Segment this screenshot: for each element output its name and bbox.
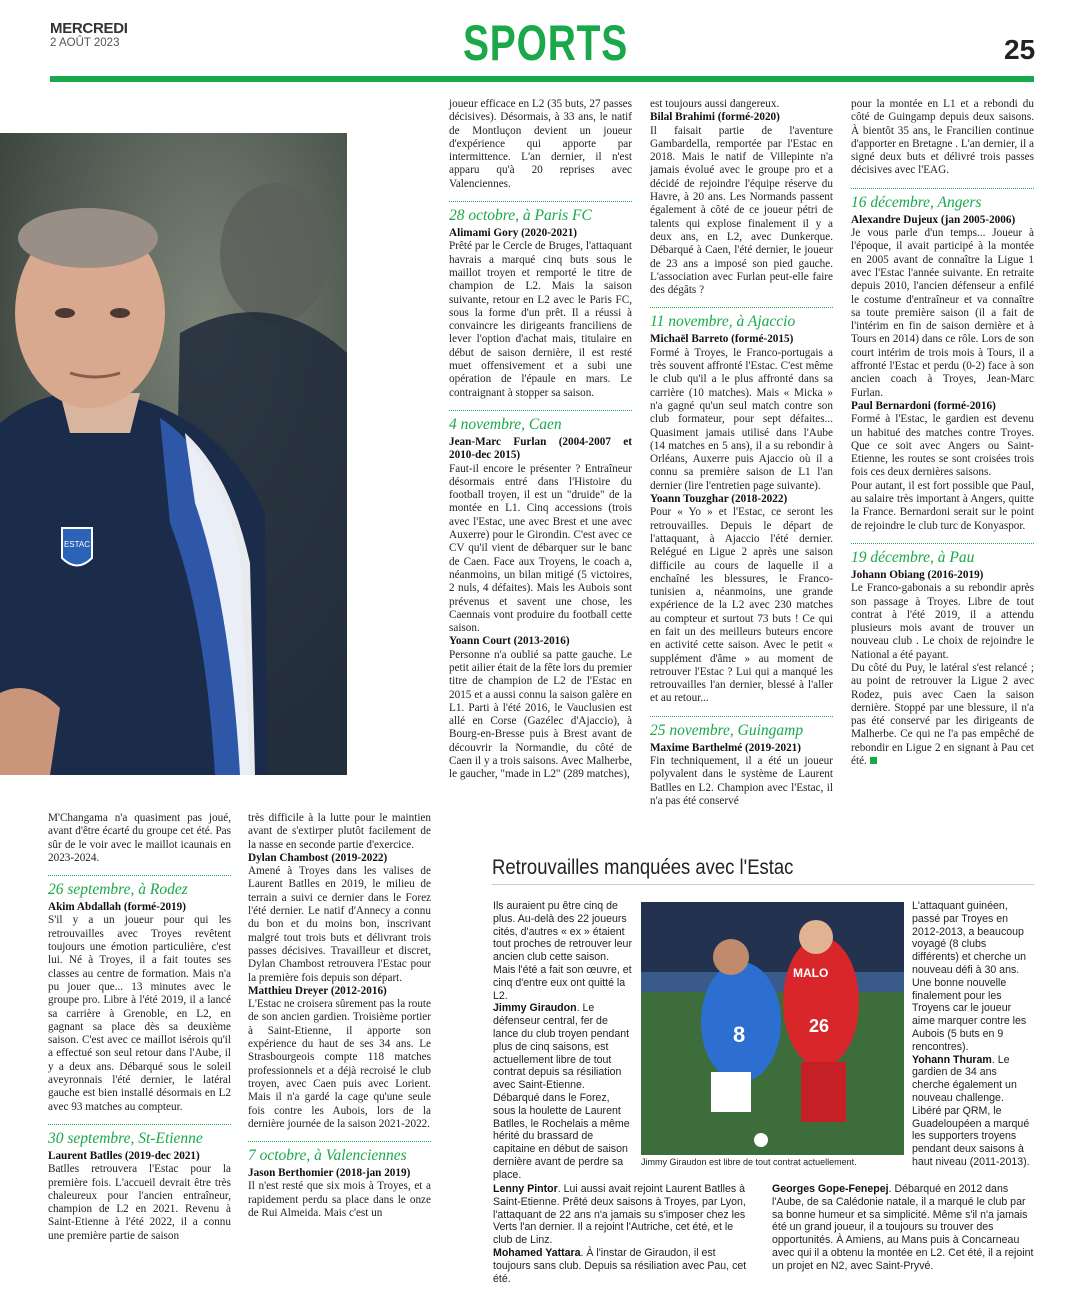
section-title: SPORTS bbox=[463, 15, 629, 71]
player-name: Laurent Batlles (2019-dec 2021) bbox=[48, 1149, 200, 1162]
end-mark-icon bbox=[870, 757, 877, 764]
player-name: Lenny Pintor bbox=[493, 1183, 558, 1195]
paragraph bbox=[493, 1247, 755, 1285]
paragraph bbox=[493, 1183, 755, 1247]
paragraph-text: . Lui aussi avait rejoint Laurent Batlles à Saint-Etienne. Prêté deux saisons à Troyes, par Lyon, l'attaquant de 22 ans n'a jamais su s'imposer chez les Verts l'an dernier. Il a rejoint l'Autriche, cet été, et le club de Linz. bbox=[493, 1183, 746, 1247]
player-name: Akim Abdallah (formé-2019) bbox=[48, 901, 186, 914]
box-col-bottom-left bbox=[493, 1183, 755, 1285]
player-name: Jimmy Giraudon bbox=[493, 1002, 577, 1015]
paragraph bbox=[493, 1002, 633, 1181]
player-name: Georges Gope-Fenepej bbox=[772, 1183, 889, 1195]
paragraph: joueur efficace en L2 (35 buts, 27 passes décisives). Désormais, à 33 ans, le natif de Montluçon devient un joueur d'expérience qui apporte par intermittence. L'an dernier, il n'est apparu qu'à 20 reprises avec Valenciennes. bbox=[449, 98, 632, 190]
header-date: 2 AOÛT 2023 bbox=[50, 37, 120, 49]
player-name: Yoann Court (2013-2016) bbox=[449, 635, 570, 648]
article-col-b bbox=[248, 812, 431, 1220]
match-heading: 30 septembre, St-Etienne bbox=[48, 1124, 231, 1148]
paragraph: L'Estac ne croisera sûrement pas la route de son ancien gardien. Troisième portier à Saint-Etienne, il apporte son expérience du haut de ses 34 ans. Le Strasbourgeois compte 118 matches professionnels et a déjà recroisé le club troyen, avec Caen puis avec Lorient. Mais il n'a gardé la cage qu'une seule fois contre les Aubois, lors de la dernière journée de la saison 2021-2022. bbox=[248, 998, 431, 1130]
match-heading: 4 novembre, Caen bbox=[449, 410, 632, 434]
paragraph-text: . À l'instar de Giraudon, il est toujours sans club. Depuis sa résiliation avec Pau, cet été. bbox=[493, 1246, 747, 1285]
player-name: Paul Bernardoni (formé-2016) bbox=[851, 399, 996, 412]
player-name: Maxime Barthelmé (2019-2021) bbox=[650, 741, 801, 754]
player-name: Yohann Thuram bbox=[912, 1053, 992, 1066]
paragraph-text: Du côté du Puy, le latéral s'est relancé ; au point de retrouver la Ligue 2 avec Rodez, puis avec Caen la saison dernière. Stoppé par une blessure, il n'a pas été conservé par les dirigeants de Malherbe. Ce qui ne l'a pas empêché de rebondir en Ligue 2 en signant à Pau cet été. bbox=[851, 661, 1034, 768]
paragraph: Formé à Troyes, le Franco-portugais a très souvent affronté l'Estac. C'est même le club qu'il a le plus affronté dans sa carrière (10 matches). Mais « Micka » n'a gagné qu'un seul match contre son club formateur, pour sept défaites... Quasiment jamais utilisé dans l'Aube (14 matches en 5 ans), il a su rebondir à Orléans, Auxerre puis Ajaccio où il a connu sa première saison de L1 l'an dernier (lire l'entretien page suivante). bbox=[650, 346, 833, 492]
paragraph: Amené à Troyes dans les valises de Laurent Batlles en 2019, le milieu de terrain a suivi ce dernier dans le Forez l'été dernier. Le natif d'Annecy a connu du bon et du moins bon, inscrivant malgré tout trois buts et délivrant trois passes décisives. Travailleur et discret, Dylan Chambost retrouvera l'Estac pour la première fois depuis son départ. bbox=[248, 865, 431, 984]
header-day: MERCREDI bbox=[50, 20, 128, 37]
paragraph: M'Changama n'a quasiment pas joué, avant d'être écarté du groupe cet été. Pas sûr de le voir avec le maillot icaunais en 2023-2024. bbox=[48, 812, 231, 864]
paragraph: Fin techniquement, il a été un joueur polyvalent dans le système de Laurent Batlles en L2. Champion avec l'Estac, il n'a pas été conservé bbox=[650, 755, 833, 807]
player-name: Alimami Gory (2020-2021) bbox=[449, 227, 578, 240]
match-heading: 19 décembre, à Pau bbox=[851, 543, 1034, 567]
paragraph: Faut-il encore le présenter ? Entraîneur désormais entré dans l'Histoire du football troyen, il est un "druide" de la montée en L1. Cinq accessions (trois avec l'Estac, une avec Brest et une avec Auxerre) pour le Girondin. C'est avec ce CV qu'il vient de débarquer sur le banc de Caen. Face aux Troyens, le coach a, néanmoins, un bilan mitigé (5 victoires, 2 nuls, 4 défaites). Mais les Aubois sont prévenus et savent une chose, les Caennais vont produire du football cette saison. bbox=[449, 462, 632, 635]
paragraph: Formé à l'Estac, le gardien est devenu un habitué des matches contre Troyes. Que ce soit avec Angers ou Saint-Etienne, les routes se sont croisées trois fois ces deux dernières saisons. bbox=[851, 413, 1034, 479]
paragraph: S'il y a un joueur pour qui les retrouvailles avec Troyes revêtent toujours une émotion particulière, c'est lui. Né à Troyes, il a fait toutes ses classes au centre de formation. Mais n'a pu jouer que... 13 minutes avec le groupe pro. Libre à l'été 2019, il a lancé sa carrière à Grenoble, en L2, en gagnant sa place dès sa deuxième saison. C'est avec ce maillot isérois qu'il a effectué son seul retour dans l'Aube, il y a deux ans. Débarqué sous le soleil aveyronnais l'été dernier, le latéral gauche est bien installé désormais en L2 avec 93 matches au compteur. bbox=[48, 914, 231, 1113]
player-name: Bilal Brahimi (formé-2020) bbox=[650, 111, 780, 124]
player-name: Johann Obiang (2016-2019) bbox=[851, 568, 984, 581]
player-name: Dylan Chambost (2019-2022) bbox=[248, 851, 388, 864]
jersey-number-left: 8 bbox=[733, 1022, 746, 1047]
box-col-right bbox=[912, 900, 1034, 1169]
paragraph: Pour autant, il est fort possible que Paul, au salaire très important à Angers, quitte la France. Bernardoni serait sur le point de rejoindre le club turc de Konyaspor. bbox=[851, 479, 1034, 532]
paragraph: est toujours aussi dangereux. bbox=[650, 98, 780, 110]
article-col-4 bbox=[851, 98, 1034, 768]
match-heading: 28 octobre, à Paris FC bbox=[449, 201, 632, 225]
paragraph bbox=[772, 1183, 1034, 1273]
match-heading: 26 septembre, à Rodez bbox=[48, 875, 231, 899]
paragraph: Je vous parle d'un temps... Joueur à l'époque, il avait participé à la montée en 2005 avant de connaître la Ligue 1 avec l'Estac l'année suivante. En retraite depuis 2010, l'ancien défenseur a enfilé le costume d'entraîneur et va connaître sa toute première saison (il a fait de l'intérim en fin de saison dernière et à Tours en 2014) dans ce rôle. Lors de son court intérim de trois mois à Tours, il a affronté l'Estac et perdu (0-2) face à son ancien coach à Troyes, Jean-Marc Furlan. bbox=[851, 227, 1034, 399]
player-name: Yoann Touzghar (2018-2022) bbox=[650, 493, 788, 506]
jersey-number-right: 26 bbox=[809, 1016, 830, 1036]
paragraph-text: . Débarqué en 2012 dans l'Aube, de sa Calédonie natale, il a marqué le club par sa bonne humeur et sa simplicité. Même s'il n'a jamais été un grand joueur, il a toujours su trouver des opportunités. À Amiens, au Mans puis à Concarneau avec qui il a obtenu la montée en L2. Cet été, il a rejoint un projet en N2, avec Saint-Pryvé. bbox=[772, 1183, 1034, 1272]
paragraph: Batlles retrouvera l'Estac pour la première fois. L'accueil devrait être très chaleureux pour l'ancien entraîneur, champion de L2 en 2021. Revenu à Saint-Etienne à l'été 2022, il a connu une première partie de saison bbox=[48, 1163, 231, 1242]
player-name: Mohamed Yattara bbox=[493, 1246, 581, 1259]
match-heading: 11 novembre, à Ajaccio bbox=[650, 307, 833, 331]
jersey-sponsor: MALO bbox=[793, 966, 829, 980]
paragraph: pour la montée en L1 et a rebondi du côté de Guingamp depuis deux saisons. À bientôt 35 ans, le Francilien continue d'apporter en Bretagne . L'an dernier, il a signé deux buts et délivré trois passes décisives avec l'EAG. bbox=[851, 98, 1034, 177]
article-col-3 bbox=[650, 98, 833, 808]
paragraph: Ils auraient pu être cinq de plus. Au-delà des 22 joueurs cités, d'autres « ex » étaient tout proches de retrouver leur ancien club cette saison. Mais l'été a fait son œuvre, et cinq d'entre eux ont quitté la L2. bbox=[493, 900, 632, 1002]
paragraph: Il n'est resté que six mois à Troyes, et a rapidement perdu sa place dans le onze de Rui Almeida. Mais c'est un bbox=[248, 1180, 431, 1220]
paragraph: Prêté par le Cercle de Bruges, l'attaquant havrais a marqué cinq buts sous le maillot troyen et remporté le titre de champion de L2. Mais la saison suivante, retour en L2 avec le Paris FC, sous la forme d'un prêt. Il a réussi à convaincre les dirigeants franciliens de lever l'option d'achat mais, titulaire en début de saison dernière, il est resté muet offensivement et a subi une opération de l'épaule en mars. Le contraignant à stopper sa saison. bbox=[449, 240, 632, 399]
paragraph-text: . Le gardien de 34 ans cherche également un nouveau challenge. Libéré par QRM, le Guadeloupéen a marqué les supporters troyens pendant deux saisons à haut niveau (2011-2013). bbox=[912, 1053, 1030, 1168]
player-name: Jean-Marc Furlan (2004-2007 et 2010-dec 2015) bbox=[449, 435, 632, 462]
paragraph: Personne n'a oublié sa patte gauche. Le petit ailier était de la fête lors du premier titre de champion de L2 de l'Estac en 2015 et a aussi connu la saison galère en L1. Parti à l'été 2016, le Vauclusien est allé en Corse (Gazélec d'Ajaccio), à Bourg-en-Bresse puis à Brest avant de découvrir la Normandie, du côté de Caen il y a trois saisons. Avec Malherbe, le gaucher, "made in L2" (289 matches), bbox=[449, 648, 632, 781]
photo-caption: Jimmy Giraudon est libre de tout contrat actuellement. bbox=[641, 1157, 857, 1167]
player-name: Alexandre Dujeux (jan 2005-2006) bbox=[851, 213, 1016, 226]
box-title: Retrouvailles manquées avec l'Estac bbox=[492, 856, 794, 879]
player-name: Matthieu Dreyer (2012-2016) bbox=[248, 984, 387, 997]
page-number: 25 bbox=[1004, 34, 1036, 65]
paragraph bbox=[912, 1054, 1034, 1169]
player-name: Jason Berthomier (2018-jan 2019) bbox=[248, 1167, 411, 1180]
article-col-a bbox=[48, 812, 231, 1243]
match-heading: 16 décembre, Angers bbox=[851, 188, 1034, 212]
match-heading: 7 octobre, à Valenciennes bbox=[248, 1141, 431, 1165]
box-col-left bbox=[493, 900, 633, 1182]
paragraph: Il faisait partie de l'aventure Gambardella, remportée par l'Estac en 2018. Mais le natif de Villepinte n'a jamais évolué avec le groupe pro et a décidé de rejoindre l'équipe réserve du Havre, à 20 ans. Les Normands passent également à côté de ce joueur pétri de talents qui explose finalement il y a deux ans, en L2, avec Dunkerque. Débarqué à Caen, l'été dernier, le joueur de 23 ans a imposé son pied gauche. L'association avec Furlan peut-elle faire des dégâts ? bbox=[650, 124, 833, 297]
article-col-2 bbox=[449, 98, 632, 782]
match-photo bbox=[641, 902, 904, 1155]
coach-photo bbox=[0, 133, 347, 775]
player-name: Michaël Barreto (formé-2015) bbox=[650, 333, 794, 346]
paragraph: très difficile à la lutte pour le maintien avant de s'extirper plutôt facilement de la nasse en seconde partie d'exercice. bbox=[248, 812, 431, 851]
paragraph: L'attaquant guinéen, passé par Troyes en 2012-2013, a beaucoup voyagé (8 clubs différents) et cherche un nouveau défi à 30 ans. Une bonne nouvelle finalement pour les Troyens car le joueur aime marquer contre les Aubois (5 buts en 9 rencontres). bbox=[912, 900, 1027, 1053]
box-rule bbox=[492, 884, 1034, 885]
header-rule bbox=[50, 76, 1034, 82]
box-col-bottom-right bbox=[772, 1183, 1034, 1273]
paragraph-text: . Le défenseur central, fer de lance du club troyen pendant plus de cinq saisons, est actuellement libre de tout contrat depuis sa résiliation avec Saint-Etienne. Débarqué dans le Forez, sous la houlette de Laurent Batlles, le Rochelais a même hérité du brassard de capitaine en début de saison dernière avant de perdre sa place. bbox=[493, 1002, 630, 1181]
estac-badge-text: ESTAC bbox=[63, 540, 91, 549]
match-heading: 25 novembre, Guingamp bbox=[650, 716, 833, 740]
paragraph: Le Franco-gabonais a su rebondir après son passage à Troyes. Libre de tout contrat à l'été 2019, il a attendu plusieurs mois avant de trouver un nouveau club . Le choix de rejoindre le National a été payant. bbox=[851, 582, 1034, 661]
paragraph: Pour « Yo » et l'Estac, ce seront les retrouvailles. Depuis le départ de l'attaquant, à Ajaccio l'été dernier. Relégué en Ligue 2 après une saison difficile au cours de laquelle il a enchaîné les blessures, le Franco-tunisien a, néanmoins, une grande expérience de la L2 avec 230 matches au compteur et surtout 73 buts ! Ce qui en fait un des meilleurs buteurs encore en activité cette saison. Avec le petit « supplément d'âme » au moment de retrouver l'Estac ? Lui qui a manqué les retrouvailles l'an dernier, blessé à l'aller et au retour... bbox=[650, 506, 833, 705]
paragraph bbox=[851, 662, 1034, 768]
